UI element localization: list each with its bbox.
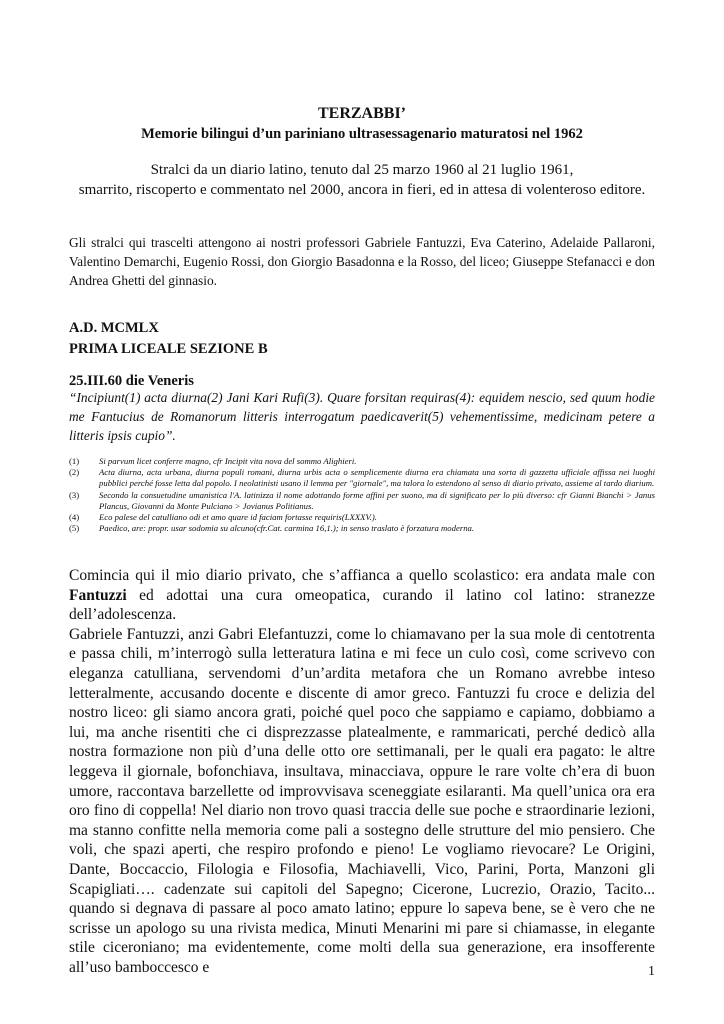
body-paragraph-1 bbox=[69, 566, 655, 625]
entry-date: 25.III.60 die Veneris bbox=[69, 373, 194, 389]
footnote-text: Si parvum licet conferre magno, cfr Incipit vita nova del sommo Alighieri. bbox=[99, 456, 357, 466]
footnote-number: (2) bbox=[69, 467, 80, 478]
footnote bbox=[69, 467, 655, 489]
latin-entry-text: “Incipiunt(1) acta diurna(2) Jani Kari Rufi(3). Quare forsitan requiras(4): equidem nescio, sed quum hodie me Fantucius de Romanorum litteris interrogatum paedicaverit(5) vehementissime, medicinam petere a litteris ipsis cupio”. bbox=[69, 390, 655, 443]
section-year: A.D. MCMLX bbox=[69, 320, 159, 336]
footnote-number: (4) bbox=[69, 512, 80, 523]
body-text-after: ed adottai una cura omeopatica, curando il latino col latino: stranezze dell’adolescenza. bbox=[69, 586, 655, 624]
document-page bbox=[69, 0, 655, 1024]
footnote-number: (1) bbox=[69, 456, 80, 466]
footnote-number: (3) bbox=[69, 489, 80, 500]
diary-body bbox=[69, 566, 655, 977]
excerpt-description bbox=[69, 160, 655, 200]
footnote-number: (5) bbox=[69, 523, 80, 534]
excerpt-line-1: Stralci da un diario latino, tenuto dal 25 marzo 1960 al 21 luglio 1961, bbox=[150, 162, 574, 178]
document-title: TERZABBI’ bbox=[317, 105, 407, 122]
footnote bbox=[69, 490, 655, 512]
footnote bbox=[69, 512, 655, 523]
body-text-bold-name: Fantuzzi bbox=[69, 586, 127, 604]
footnotes-list bbox=[69, 456, 655, 534]
footnote-text: Eco palese del catulliano odi et amo quare id faciam fortasse requiris(LXXXV.). bbox=[99, 512, 377, 523]
footnote bbox=[69, 456, 655, 467]
footnote-text: Paedico, are: propr. usar sodomia su alcuno(cfr.Cat. carmina 16,1.); in senso traslato è forzatura moderna. bbox=[99, 523, 475, 534]
page-number: 1 bbox=[648, 964, 655, 979]
body-paragraph-2: Gabriele Fantuzzi, anzi Gabri Elefantuzzi, come lo chiamavano per la sua mole di centotrenta e passa chili, m’interrogò sulla letteratura latina e mi fece un culo così, come scrivevo con eleganza catulliana, servendomi d’un’ardita metafora che un Romano avrebbe inteso letteralmente, accusando docente e discente di amor greco. Fantuzzi fu croce e delizia del nostro liceo: gli siamo ancora grati, poiché quel poco che sappiamo e capiamo, dobbiamo a lui, ma anche risentiti che ci disprezzasse platealmente, e rammaricati, perché dedicò alla nostra formazione non più d’una delle otto ore settimanali, per le quali era pagato: le altre leggeva il giornale, bofonchiava, insultava, minacciava, oppure le rare volte ch’era di buon umore, raccontava barzellette od improvvisava sceneggiate esilaranti. Ma quell’unica ora era oro fino di coppella! Nel diario non trovo quasi traccia delle sue poche e straordinarie lezioni, ma stanno confitte nella memoria come pali a sostegno delle strutture del mio pensiero. Che voli, che spazi aperti, che respiro profondo e pieno! Le vogliamo rievocare? Le Origini, Dante, Boccaccio, Filologia e Filosofia, Machiavelli, Vico, Parini, Porta, Manzoni gli Scapigliati…. cadenzate sui capitoli del Sapegno; Cicerone, Lucrezio, Orazio, Tacito... quando si degnava di passare al poco amato latino; eppure lo sapeva bene, se è vero che ne scrisse un apologo su una rivista medica, Minuti Menarini mi pare si chiamasse, in elegante stile ciceroniano; ma evidentemente, come molti della sua generazione, era insofferente all’uso bamboccesco e bbox=[69, 625, 655, 976]
section-class-name: PRIMA LICEALE SEZIONE B bbox=[69, 341, 268, 357]
document-subtitle: Memorie bilingui d’un pariniano ultrasessagenario maturatosi nel 1962 bbox=[141, 126, 583, 142]
excerpt-line-2: smarrito, riscoperto e commentato nel 2000, ancora in fieri, ed in attesa di volenteroso editore. bbox=[78, 182, 646, 198]
footnote-text: Acta diurna, acta urbana, diurna populi romani, diurna urbis acta o semplicemente diurna era chiamata una sorta di gazzetta ufficiale affissa nei luoghi pubblici perché fosse letta dal popolo. I neolatinisti usano il lemma per "giornale", ma talora lo estendono al senso di diario privato, assieme al tardo diarium. bbox=[99, 467, 655, 489]
intro-paragraph: Gli stralci qui trascelti attengono ai nostri professori Gabriele Fantuzzi, Eva Caterino, Adelaide Pallaroni, Valentino Demarchi, Eugenio Rossi, don Giorgio Basadonna e la Rosso, del liceo; Giuseppe Stefanacci e don Andrea Ghetti del ginnasio. bbox=[69, 235, 655, 288]
footnote bbox=[69, 523, 655, 534]
body-text-before: Comincia qui il mio diario privato, che s’affianca a quello scolastico: era andata male con bbox=[69, 567, 655, 584]
footnote-text: Secondo la consuetudine umanistica l'A. latinizza il nome adottando forme affini per suono, ma di significato per lo più diverso: cfr Gianni Bianchi > Janus Plancus, Giovanni da Monte Pulciano > Jovianus Politianus. bbox=[99, 489, 655, 511]
